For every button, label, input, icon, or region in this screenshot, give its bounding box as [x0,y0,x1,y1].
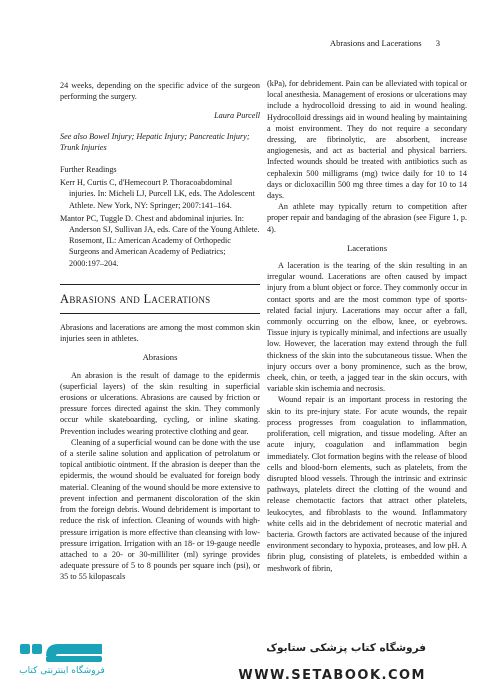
left-column [60,80,260,583]
entry-rule-top [60,284,260,285]
abrasions-paragraph-2: Cleaning of a superficial wound can be done with the use of a sterile saline solution and application of petrolatum or topical antibiotic ointment. If the abrasion is deeper than the epidermis, the wound should be evaluated for foreign body material. Cleaning of the wound should be more extensive to prevent infection and permanent discoloration of the skin from the foreign debris. Wound debridement is important to reduce the risk of infection. Cleaning of wounds with high-pressure irrigation is more effective than cleansing with low-pressure irrigation. Irrigation with an 18- or 19-gauge needle attached to a 20- or 30-milliliter (ml) syringe provides adequate pressure of 5 to 8 pounds per square inch (psi), or 35 to 55 kilopascals [60,437,260,582]
banner-url[interactable]: WWW.SETABOOK.COM [238,668,426,683]
entry-title: Abrasions and Lacerations [60,291,211,306]
reference-2: Mantor PC, Tuggle D. Chest and abdominal injuries. In: Anderson SJ, Sullivan JA, eds. Care of the Young Athlete. Rosemont, IL: American Academy of Orthopedic Surgeons and American Academy of Pediatrics; 2000:197–204. [60,213,260,268]
abrasions-paragraph-1: An abrasion is the result of damage to the epidermis (superficial layers) of the skin resulting in superficial erosions or ulcerations. Abrasions are caused by friction or pressure forces directed against the skin. They commonly occur while skateboarding, cycling, or inline skating. Prevention includes wearing protective clothing and gear. [60,370,260,436]
see-also-text: See also Bowel Injury; Hepatic Injury; Pancreatic Injury; Trunk Injuries [60,131,250,152]
logo-subtitle: فروشگاه اینترنتی کتاب [19,666,105,676]
abrasions-heading: Abrasions [142,352,178,363]
further-readings-heading: Further Readings [60,165,117,175]
see-also [60,131,260,153]
intro-paragraph: Abrasions and lacerations are among the most common skin injuries seen in athletes. [60,323,260,344]
continued-paragraph: 24 weeks, depending on the specific advice of the surgeon performing the surgery. [60,81,260,102]
running-head-title: Abrasions and Lacerations [329,38,422,48]
setabook-logo-icon [18,638,106,684]
lacerations-paragraph-2: Wound repair is an important process in restoring the skin to its pre-injury state. For acute wounds, the repair process progresses from coagulation to inflammation, proliferation, cell migration, and tissue modeling. After an acute injury, coagulation and inflammation begin immediately. Clot formation begins with the release of blood cells and blood-born elements, such as platelets, from the disrupted blood vessels. Through the intrinsic and extrinsic pathways, platelets direct the clotting of the wound and release chemotactic factors that attract other platelets, leukocytes, and fibroblasts to the wound. Inflammatory white cells aid in the debridement of necrotic material and bacteria. Growth factors are activated because of the injured environment secondary to hypoxia, proteases, and low pH. A fibrin plug, consisting of platelets, is embedded within a meshwork of fibrin, [267,395,467,573]
abrasions-continued: (kPa), for debridement. Pain can be alleviated with topical or local anesthesia. Management of erosions or ulcerations may include a hydrocolloid dressing to aid in wound healing. Hydrocolloid dressings aid in wound healing by maintaining a moist environment. They do not require a secondary dressing, are fibrinolytic, are absorbent, increase angiogenesis, and act as bacterial and physical barriers. Infected wounds should be treated with antibiotics such as cephalexin 500 milligrams (mg) twice daily for 10 to 14 days or dicloxacillin 500 mg three times a day for 10 to 14 days. [267,79,467,201]
banner-title: فروشگاه کتاب پزشکی ستابوک [266,642,426,654]
right-column [267,78,467,574]
reference-1: Kerr H, Curtis C, d'Hemecourt P. Thoracoabdominal injuries. In: Micheli LJ, Purcell LK, eds. The Adolescent Athlete. New York, NY: Springer; 2007:141–164. [60,178,255,210]
abrasions-paragraph-3: An athlete may typically return to competition after proper repair and bandaging of the abrasion (see Figure 1, p. 4). [267,202,467,234]
lacerations-heading: Lacerations [346,242,388,253]
publisher-logo [18,638,106,684]
lacerations-paragraph-1: A laceration is the tearing of the skin resulting in an irregular wound. Lacerations are often caused by impact injury from a blunt object or force. They commonly occur in contact sports and are the most common type of sports-related facial injury. Lacerations may occur after a fall, commonly occurring on the elbow, knee, or eyebrows. Tissue injury is typically minimal, and infections are usually low. However, the laceration may extend through the full thickness of the skin into the subcutaneous tissue. When the injury occurs over a bony prominence, such as the brow, cheek, chin, or teeth, a jagged tear in the skin occurs, with variable skin ischemia and necrosis. [267,261,467,394]
running-head [60,38,440,52]
publisher-banner [0,628,500,700]
page-number: 3 [435,38,440,48]
entry-rule-bottom [60,313,260,314]
author-signature: Laura Purcell [214,111,260,121]
